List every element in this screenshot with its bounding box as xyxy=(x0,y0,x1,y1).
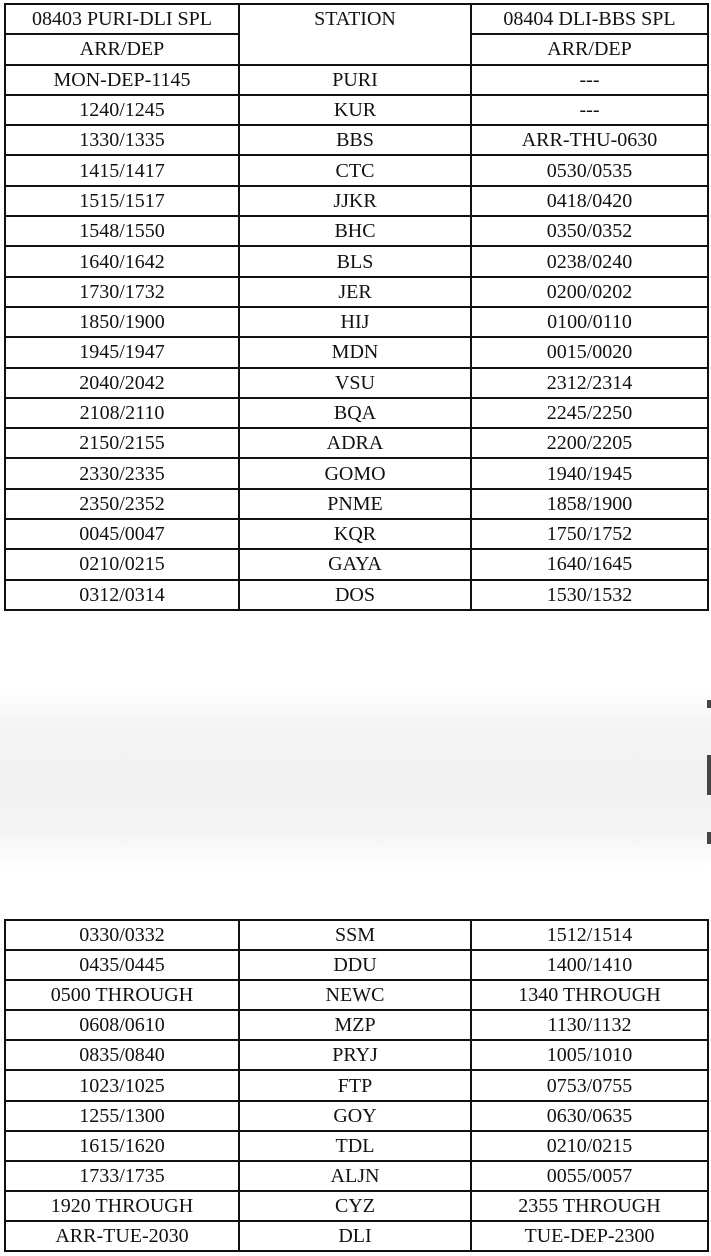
train-08404-time: ARR-THU-0630 xyxy=(471,125,708,155)
table-row xyxy=(5,95,708,125)
train-08404-time: --- xyxy=(471,95,708,125)
station-code: MZP xyxy=(239,1010,471,1040)
train-08404-time: 0015/0020 xyxy=(471,337,708,367)
station-code: GAYA xyxy=(239,549,471,579)
train-08403-time: 0330/0332 xyxy=(5,920,239,950)
train-08403-time: 1920 THROUGH xyxy=(5,1191,239,1221)
train-08403-time: 1945/1947 xyxy=(5,337,239,367)
table-row xyxy=(5,1101,708,1131)
table-row xyxy=(5,489,708,519)
station-code: CTC xyxy=(239,155,471,185)
train-08403-time: 0045/0047 xyxy=(5,519,239,549)
station-code: MDN xyxy=(239,337,471,367)
train-08403-arr-dep-label: ARR/DEP xyxy=(5,34,239,64)
train-08403-time: 1850/1900 xyxy=(5,307,239,337)
train-08404-time: 0350/0352 xyxy=(471,216,708,246)
table-row xyxy=(5,458,708,488)
train-08404-time: 0100/0110 xyxy=(471,307,708,337)
table-row xyxy=(5,920,708,950)
train-08403-time: 1240/1245 xyxy=(5,95,239,125)
header-row xyxy=(5,4,708,34)
train-08403-time: 2330/2335 xyxy=(5,458,239,488)
table-row xyxy=(5,549,708,579)
scan-edge-mark xyxy=(707,700,711,708)
station-code: HIJ xyxy=(239,307,471,337)
scan-edge-mark xyxy=(707,755,711,795)
station-code: BBS xyxy=(239,125,471,155)
train-08404-time: 2245/2250 xyxy=(471,398,708,428)
scan-edge-mark xyxy=(707,832,711,844)
train-08403-time: 0608/0610 xyxy=(5,1010,239,1040)
scan-gap xyxy=(0,688,711,868)
table-row xyxy=(5,1161,708,1191)
train-08403-time: 2350/2352 xyxy=(5,489,239,519)
train-08404-time: 1512/1514 xyxy=(471,920,708,950)
train-08404-time: --- xyxy=(471,65,708,95)
train-08404-time: TUE-DEP-2300 xyxy=(471,1221,708,1251)
train-08403-time: 1255/1300 xyxy=(5,1101,239,1131)
station-code: GOMO xyxy=(239,458,471,488)
station-code: ALJN xyxy=(239,1161,471,1191)
table-row xyxy=(5,186,708,216)
train-08403-time: MON-DEP-1145 xyxy=(5,65,239,95)
train-08404-time: 0630/0635 xyxy=(471,1101,708,1131)
table-row xyxy=(5,368,708,398)
train-08404-time: 0210/0215 xyxy=(471,1131,708,1161)
table-row xyxy=(5,1191,708,1221)
train-08403-time: 0210/0215 xyxy=(5,549,239,579)
table-row xyxy=(5,980,708,1010)
train-08403-time: 0500 THROUGH xyxy=(5,980,239,1010)
station-code: DLI xyxy=(239,1221,471,1251)
train-08403-time: 2040/2042 xyxy=(5,368,239,398)
table-row xyxy=(5,307,708,337)
train-08403-time: 1330/1335 xyxy=(5,125,239,155)
train-08404-time: 1130/1132 xyxy=(471,1010,708,1040)
train-08404-time: 1340 THROUGH xyxy=(471,980,708,1010)
train-08403-time: 0312/0314 xyxy=(5,580,239,610)
train-08403-time: 0835/0840 xyxy=(5,1040,239,1070)
station-code: BLS xyxy=(239,246,471,276)
train-08404-time: 2312/2314 xyxy=(471,368,708,398)
station-code: GOY xyxy=(239,1101,471,1131)
train-08403-time: 1640/1642 xyxy=(5,246,239,276)
train-08404-time: 1400/1410 xyxy=(471,950,708,980)
table-row xyxy=(5,1040,708,1070)
train-08404-time: 1750/1752 xyxy=(471,519,708,549)
train-08404-time: 2355 THROUGH xyxy=(471,1191,708,1221)
station-code: PRYJ xyxy=(239,1040,471,1070)
station-code: JJKR xyxy=(239,186,471,216)
table-row xyxy=(5,519,708,549)
train-08404-time: 1530/1532 xyxy=(471,580,708,610)
table-row xyxy=(5,246,708,276)
timetable-bottom xyxy=(4,919,709,1252)
table-row xyxy=(5,337,708,367)
train-08403-time: 1733/1735 xyxy=(5,1161,239,1191)
train-08403-time: 1023/1025 xyxy=(5,1070,239,1100)
timetable-top xyxy=(4,3,709,611)
table-row xyxy=(5,155,708,185)
table-row xyxy=(5,65,708,95)
table-row xyxy=(5,216,708,246)
train-08403-time: 2150/2155 xyxy=(5,428,239,458)
station-code: KUR xyxy=(239,95,471,125)
station-code: BQA xyxy=(239,398,471,428)
table-row xyxy=(5,125,708,155)
train-08403-title: 08403 PURI-DLI SPL xyxy=(5,4,239,34)
table-row xyxy=(5,580,708,610)
train-08404-time: 1858/1900 xyxy=(471,489,708,519)
station-column-header: STATION xyxy=(239,4,471,65)
train-08404-time: 1005/1010 xyxy=(471,1040,708,1070)
train-08404-arr-dep-label: ARR/DEP xyxy=(471,34,708,64)
station-code: PURI xyxy=(239,65,471,95)
station-code: NEWC xyxy=(239,980,471,1010)
table-row xyxy=(5,277,708,307)
station-code: CYZ xyxy=(239,1191,471,1221)
station-code: ADRA xyxy=(239,428,471,458)
station-code: DOS xyxy=(239,580,471,610)
train-08403-time: 1415/1417 xyxy=(5,155,239,185)
station-code: TDL xyxy=(239,1131,471,1161)
train-08403-time: 1515/1517 xyxy=(5,186,239,216)
train-08403-time: 1548/1550 xyxy=(5,216,239,246)
train-08403-time: 0435/0445 xyxy=(5,950,239,980)
table-row xyxy=(5,428,708,458)
table-row xyxy=(5,950,708,980)
train-08404-time: 1640/1645 xyxy=(471,549,708,579)
table-row xyxy=(5,1131,708,1161)
station-code: KQR xyxy=(239,519,471,549)
train-08403-time: 2108/2110 xyxy=(5,398,239,428)
train-08403-time: ARR-TUE-2030 xyxy=(5,1221,239,1251)
train-08403-time: 1730/1732 xyxy=(5,277,239,307)
train-08404-time: 2200/2205 xyxy=(471,428,708,458)
station-code: FTP xyxy=(239,1070,471,1100)
train-08404-time: 0055/0057 xyxy=(471,1161,708,1191)
train-08404-time: 0238/0240 xyxy=(471,246,708,276)
station-code: VSU xyxy=(239,368,471,398)
station-code: JER xyxy=(239,277,471,307)
station-code: SSM xyxy=(239,920,471,950)
train-08404-time: 0753/0755 xyxy=(471,1070,708,1100)
train-08404-time: 0530/0535 xyxy=(471,155,708,185)
table-row xyxy=(5,398,708,428)
train-08404-time: 0418/0420 xyxy=(471,186,708,216)
train-08404-time: 0200/0202 xyxy=(471,277,708,307)
station-code: BHC xyxy=(239,216,471,246)
train-08404-title: 08404 DLI-BBS SPL xyxy=(471,4,708,34)
table-row xyxy=(5,1221,708,1251)
table-row xyxy=(5,1010,708,1040)
train-08404-time: 1940/1945 xyxy=(471,458,708,488)
train-08403-time: 1615/1620 xyxy=(5,1131,239,1161)
station-code: DDU xyxy=(239,950,471,980)
table-row xyxy=(5,1070,708,1100)
station-code: PNME xyxy=(239,489,471,519)
